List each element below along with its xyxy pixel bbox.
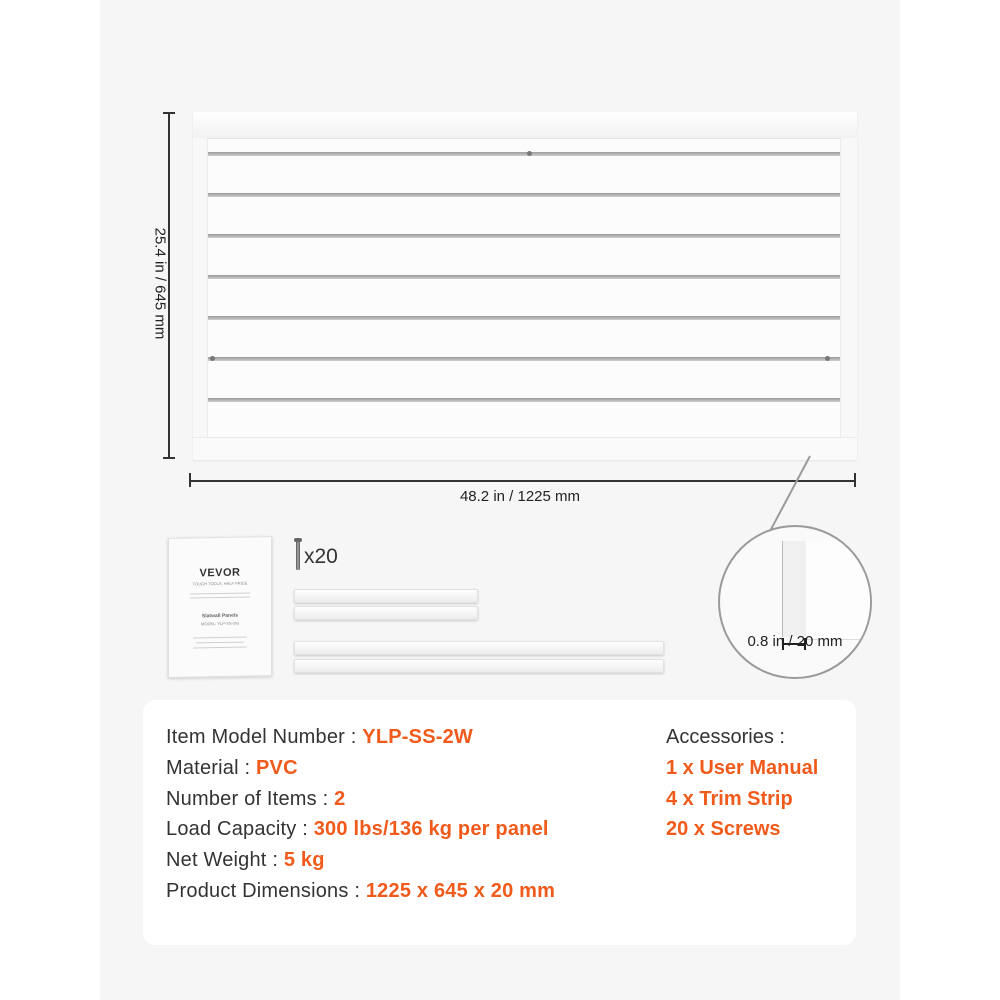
manual-brand: VEVOR [199,566,241,580]
manual-text-line [193,647,247,649]
screw-dot [527,151,532,156]
trim-strip [294,589,478,603]
panel-slot [208,193,840,197]
manual-model: MODEL: YLP-SS-2W [201,620,239,627]
panel-slot [208,152,840,156]
spec-value: 5 kg [283,849,325,871]
accessory-item: 4 x Trim Strip [666,788,793,810]
spec-label: Material : [166,757,257,779]
panel-slot [208,316,840,320]
panel-slot [208,234,840,238]
spec-material [166,757,298,780]
spec-value: 300 lbs/136 kg per panel [313,818,549,840]
panel-top-cap [193,112,857,139]
slatwall-panel-image [193,112,857,460]
manual-tagline: TOUGH TOOLS, HALF PRICE [192,580,248,587]
screw-icon [296,540,300,570]
spec-model-number [166,726,473,749]
height-dim-cap-bottom [163,457,175,459]
accessory-item: 1 x User Manual [666,757,819,779]
spec-label: Load Capacity : [166,818,314,840]
panel-slot [208,398,840,402]
width-dimension-label: 48.2 in / 1225 mm [459,488,581,505]
width-dimension-line [190,480,856,482]
manual-text-line [196,642,244,644]
panel-edge [782,541,808,637]
spec-net-weight [166,849,325,872]
thickness-dimension-label: 0.8 in / 20 mm [747,633,843,650]
panel-right-frame [840,138,857,460]
spec-value: PVC [256,757,298,779]
screw-dot [825,356,830,361]
specifications-box [143,700,856,945]
accessory-item: 20 x Screws [666,818,781,840]
panel-face [806,541,872,640]
height-dimension-label: 25.4 in / 645 mm [151,227,169,340]
manual-title: Slatwall Panels [201,612,239,620]
panel-bottom-frame [193,437,857,460]
spec-number-of-items [166,788,345,811]
spec-product-dimensions [166,880,555,903]
spec-value: YLP-SS-2W [362,726,473,748]
trim-strip [294,641,664,655]
spec-label: Net Weight : [166,849,284,871]
panel-left-frame [193,138,208,460]
spec-label: Number of Items : [166,788,335,810]
manual-text-line [193,637,247,639]
spec-load-capacity [166,818,549,841]
manual-text-line [190,596,250,598]
user-manual-image [168,536,272,678]
accessories-title: Accessories : [666,726,785,748]
trim-strip [294,659,664,673]
thickness-zoom-detail [718,525,872,679]
screws-count: x20 [304,545,338,568]
panel-slot [208,357,840,361]
spec-value: 1225 x 645 x 20 mm [365,880,556,902]
width-dim-cap-right [854,473,856,487]
spec-label: Product Dimensions : [166,880,366,902]
screw-dot [210,356,215,361]
panel-slot [208,275,840,279]
spec-value: 2 [334,788,346,810]
trim-strip [294,606,478,620]
manual-text-line [190,592,250,594]
spec-label: Item Model Number : [166,726,363,748]
